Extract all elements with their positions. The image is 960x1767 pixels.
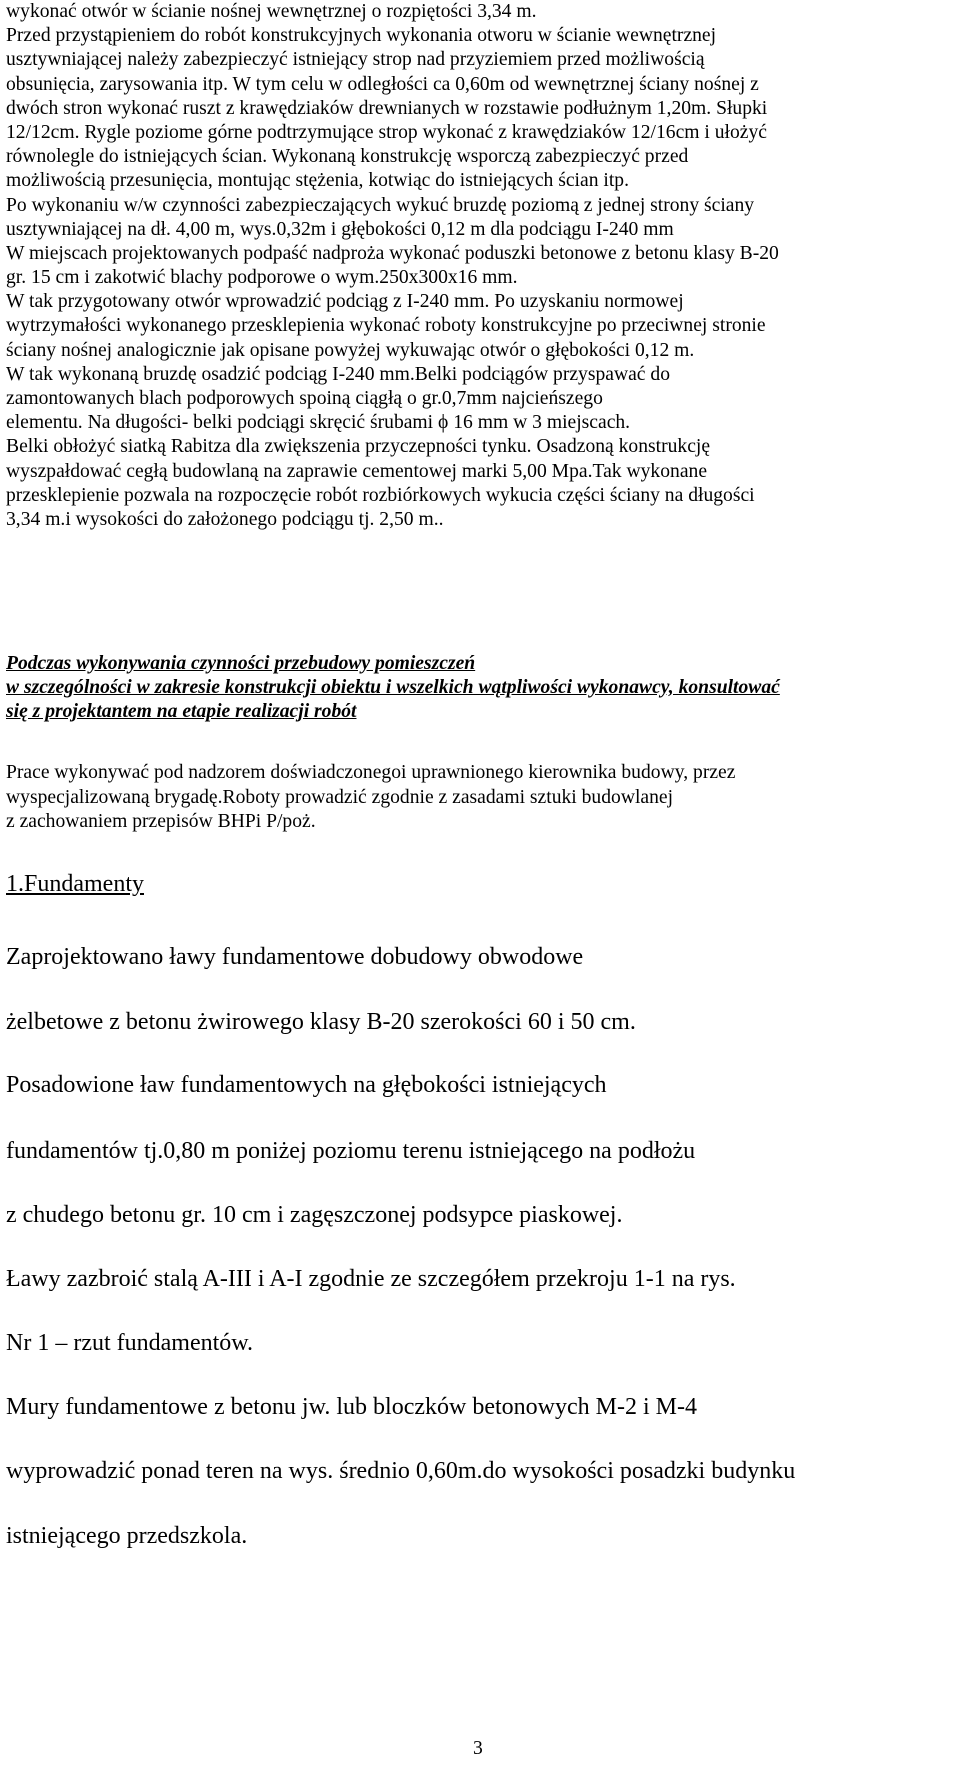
notice-line: się z projektantem na etapie realizacji robót: [6, 701, 357, 723]
text-line: przesklepienie pozwala na rozpoczęcie robót rozbiórkowych wykucia części ściany na długości: [6, 484, 755, 506]
text-line: W tak wykonaną bruzdę osadzić podciąg I-240 mm.Belki podciągów przyspawać do: [6, 363, 670, 385]
notice-line: w szczególności w zakresie konstrukcji obiektu i wszelkich wątpliwości wykonawcy, konsultować: [6, 677, 780, 699]
text-line: Ławy zazbroić stalą A-III i A-I zgodnie ze szczegółem przekroju 1-1 na rys.: [6, 1266, 736, 1292]
section-heading-text: 1.Fundamenty: [6, 871, 144, 897]
text-line: Nr 1 – rzut fundamentów.: [6, 1330, 254, 1356]
text-line: fundamentów tj.0,80 m poniżej poziomu terenu istniejącego na podłożu: [6, 1138, 696, 1164]
text-line: Belki obłożyć siatką Rabitza dla zwiększenia przyczepności tynku. Osadzoną konstrukcję: [6, 436, 711, 458]
text-line: elementu. Na długości- belki podciągi skręcić śrubami ϕ 16 mm w 3 miejscach.: [6, 412, 631, 434]
text-line: ściany nośnej analogicznie jak opisane powyżej wykuwając otwór o głębokości 0,12 m.: [6, 339, 695, 361]
paragraph-supervision: [6, 761, 956, 835]
text-line: możliwością przesunięcia, montując stężenia, kotwiąc do istniejących ścian itp.: [6, 170, 629, 192]
text-line: Prace wykonywać pod nadzorem doświadczonegoi uprawnionego kierownika budowy, przez: [6, 762, 736, 783]
text-line: istniejącego przedszkola.: [6, 1523, 248, 1549]
paragraph-reinforcement-procedure: [6, 0, 956, 532]
text-line: wykonać otwór w ścianie nośnej wewnętrznej o rozpiętości 3,34 m.: [6, 1, 537, 22]
text-line: W tak przygotowany otwór wprowadzić podciąg z I-240 mm. Po uzyskaniu normowej: [6, 291, 684, 313]
text-line: wyprowadzić ponad teren na wys. średnio 0,60m.do wysokości posadzki budynku: [6, 1458, 796, 1484]
text-line: wytrzymałości wykonanego przesklepienia wykonać roboty konstrukcyjne po przeciwnej stronie: [6, 315, 766, 337]
text-line: W miejscach projektowanych podpaść nadproża wykonać poduszki betonowe z betonu klasy B-20: [6, 242, 779, 264]
text-line: z chudego betonu gr. 10 cm i zagęszczonej podsypce piaskowej.: [6, 1202, 623, 1228]
text-line: dwóch stron wykonać ruszt z krawędziaków drewnianych w rozstawie podłużnym 1,20m. Słupki: [6, 97, 768, 119]
text-line: usztywniającej należy zabezpieczyć istniejący strop nad przyziemiem przed możliwością: [6, 49, 705, 71]
text-line: Przed przystąpieniem do robót konstrukcyjnych wykonania otworu w ścianie wewnętrznej: [6, 25, 717, 47]
text-line: wyspecjalizowaną brygadę.Roboty prowadzić zgodnie z zasadami sztuki budowlanej: [6, 786, 674, 808]
text-line: gr. 15 cm i zakotwić blachy podporowe o wym.250x300x16 mm.: [6, 267, 518, 289]
text-line: równolegle do istniejących ścian. Wykonaną konstrukcję wsporczą zabezpieczyć przed: [6, 146, 689, 168]
text-line: Po wykonaniu w/w czynności zabezpieczających wykuć bruzdę poziomą z jednej strony ściany: [6, 194, 755, 216]
text-line: usztywniającej na dł. 4,00 m, wys.0,32m i głębokości 0,12 m dla podciągu I-240 mm: [6, 218, 674, 240]
text-line: Zaprojektowano ławy fundamentowe dobudowy obwodowe: [6, 944, 584, 970]
text-line: Mury fundamentowe z betonu jw. lub bloczków betonowych M-2 i M-4: [6, 1394, 697, 1420]
page-number: 3: [473, 1738, 483, 1759]
text-line: z zachowaniem przepisów BHPi P/poż.: [6, 811, 316, 832]
designer-consultation-notice: [6, 652, 956, 725]
section-heading-foundations: [6, 869, 144, 899]
text-line: 12/12cm. Rygle poziome górne podtrzymujące strop wykonać z krawędziaków 12/16cm i ułożyć: [6, 121, 767, 143]
text-line: obsunięcia, zarysowania itp. W tym celu w odległości ca 0,60m od wewnętrznej ściany nośnej z: [6, 73, 759, 95]
text-line: zamontowanych blach podporowych spoiną ciągłą o gr.0,7mm najcieńszego: [6, 388, 603, 409]
text-line: Posadowione ław fundamentowych na głębokości istniejących: [6, 1072, 607, 1098]
notice-line: Podczas wykonywania czynności przebudowy pomieszczeń: [6, 653, 476, 674]
text-line: żelbetowe z betonu żwirowego klasy B-20 szerokości 60 i 50 cm.: [6, 1009, 636, 1035]
text-line: wyszpałdować cegłą budowlaną na zaprawie cementowej marki 5,00 Mpa.Tak wykonane: [6, 460, 708, 482]
text-line: 3,34 m.i wysokości do założonego podciągu tj. 2,50 m..: [6, 508, 444, 530]
